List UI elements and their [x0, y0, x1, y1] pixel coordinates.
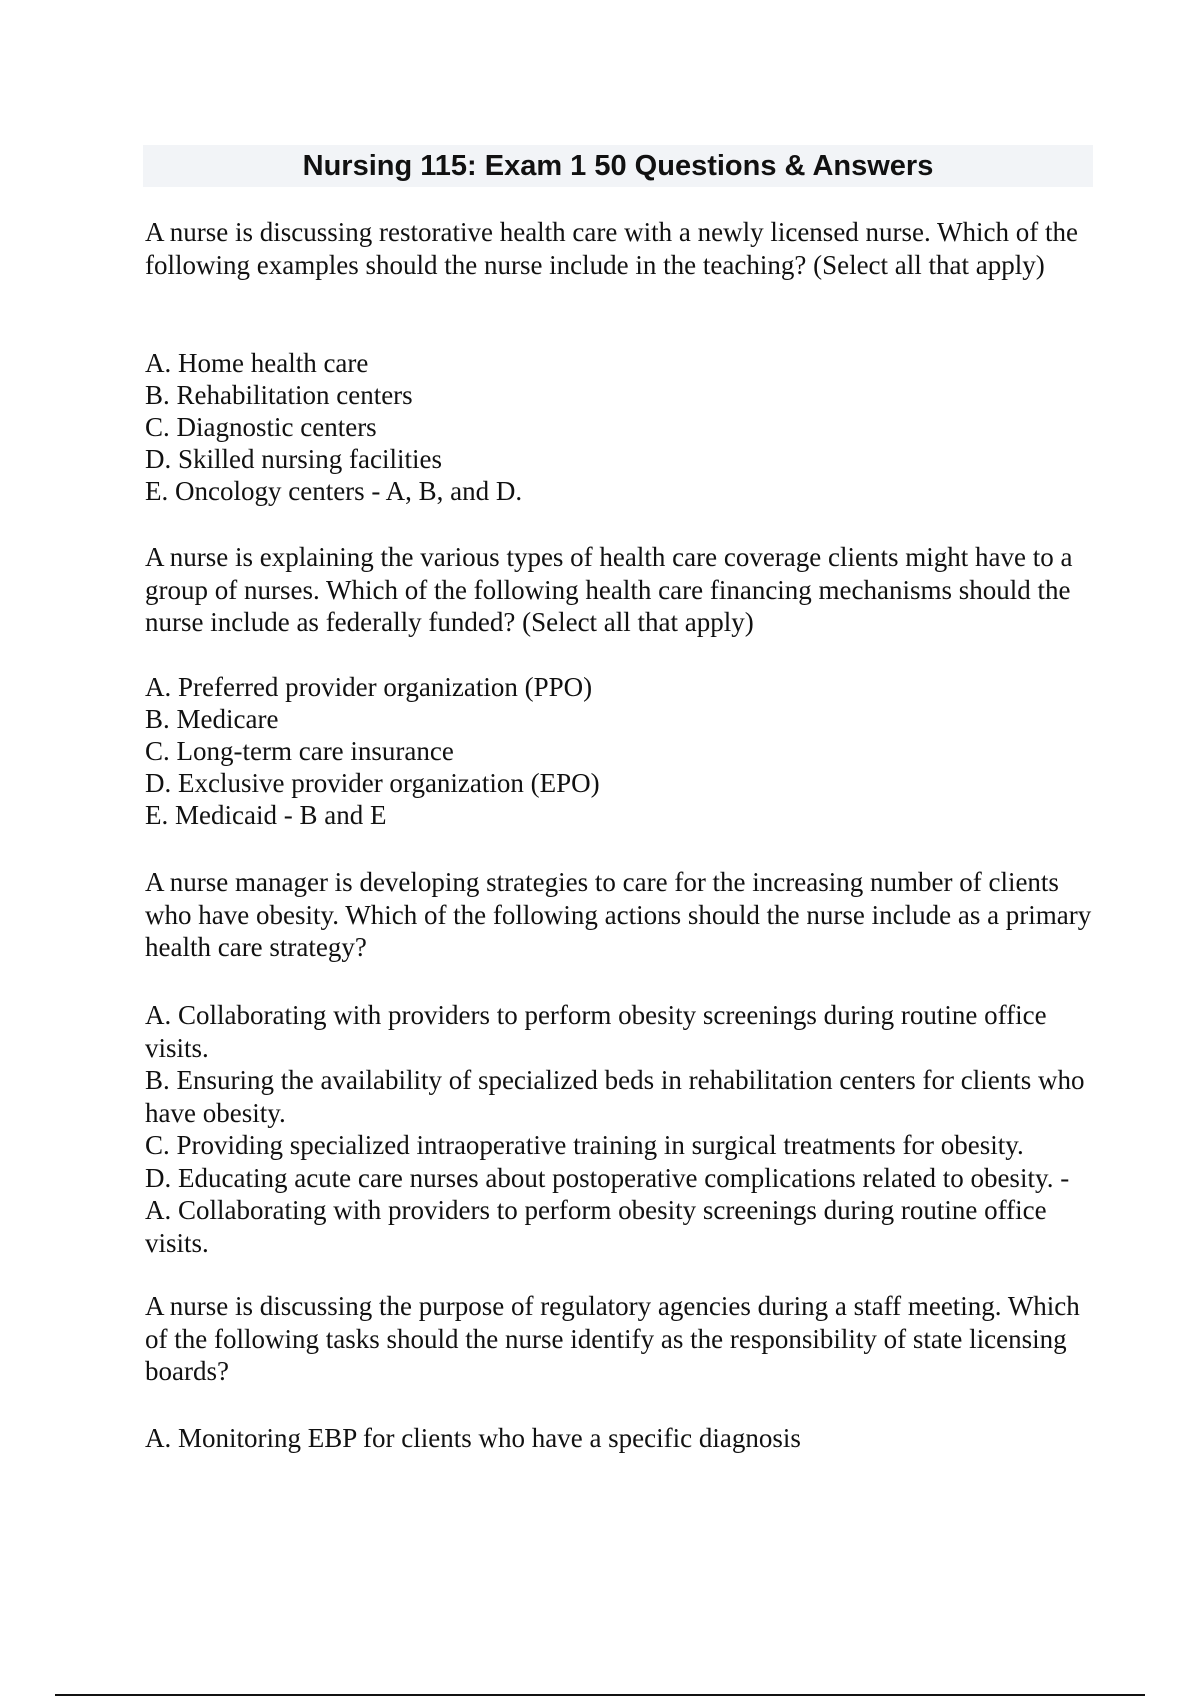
question-3	[145, 866, 1095, 964]
question-1-options	[145, 347, 1095, 507]
question-3-options	[145, 999, 1095, 1259]
question-text: A nurse manager is developing strategies to care for the increasing number of clients who have obesity. Which of the following actions should the nurse include as a primary health care strategy?	[145, 867, 1092, 962]
option: C. Diagnostic centers	[145, 412, 377, 442]
option: E. Medicaid - B and E	[145, 800, 387, 830]
option: D. Skilled nursing facilities	[145, 444, 442, 474]
question-text: A nurse is discussing restorative health care with a newly licensed nurse. Which of the following examples should the nurse include in the teaching? (Select all that apply)	[145, 217, 1078, 280]
question-text: A nurse is explaining the various types of health care coverage clients might have to a group of nurses. Which of the following health care financing mechanisms should the nurse include as federally funded? (Select all that apply)	[145, 542, 1073, 637]
option: B. Rehabilitation centers	[145, 380, 413, 410]
question-2-options	[145, 671, 1095, 831]
option: C. Providing specialized intraoperative training in surgical treatments for obesity.	[145, 1130, 1024, 1160]
question-text: A nurse is discussing the purpose of regulatory agencies during a staff meeting. Which of the following tasks should the nurse identify as the responsibility of state licensing boards?	[145, 1291, 1080, 1386]
question-4	[145, 1290, 1095, 1388]
bottom-rule	[55, 1694, 1145, 1696]
option: C. Long-term care insurance	[145, 736, 454, 766]
option: D. Educating acute care nurses about postoperative complications related to obesity. - A. Collaborating with providers to perform obesity screenings during routine office visits.	[145, 1162, 1070, 1258]
option: A. Preferred provider organization (PPO)	[145, 672, 593, 702]
option: B. Ensuring the availability of specialized beds in rehabilitation centers for clients who have obesity.	[145, 1065, 1085, 1128]
option: E. Oncology centers - A, B, and D.	[145, 476, 523, 506]
option: B. Medicare	[145, 704, 279, 734]
question-4-options	[145, 1422, 1095, 1454]
option: D. Exclusive provider organization (EPO)	[145, 768, 600, 798]
option: A. Monitoring EBP for clients who have a specific diagnosis	[145, 1423, 801, 1453]
page-title: Nursing 115: Exam 1 50 Questions & Answers	[302, 150, 934, 182]
option: A. Collaborating with providers to perform obesity screenings during routine office visits.	[145, 1000, 1047, 1063]
question-1	[145, 216, 1095, 281]
question-2	[145, 541, 1095, 639]
option: A. Home health care	[145, 348, 369, 378]
